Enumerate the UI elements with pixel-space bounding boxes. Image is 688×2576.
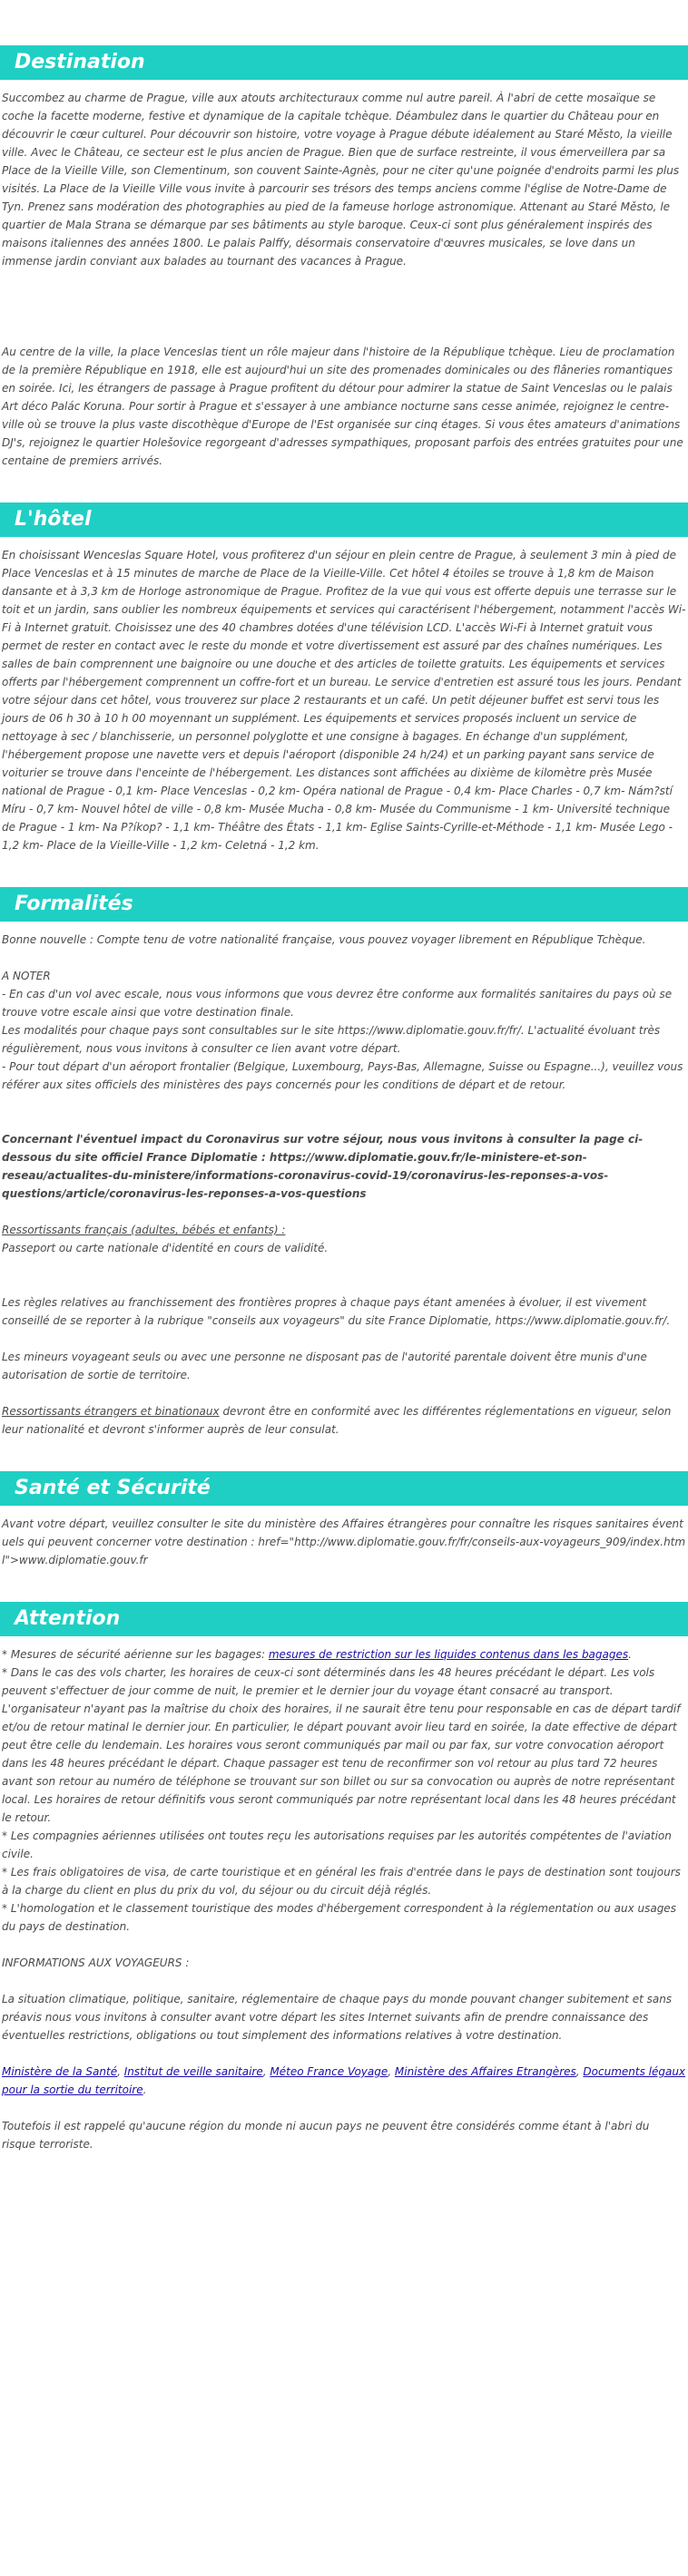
note-stopover: - En cas d'un vol avec escale, nous vous informons que vous devrez être conforme aux formalités sanitaires du pays où se trouve votre escale ainsi que votre destination finale. bbox=[2, 988, 673, 1019]
foreign-nationals-title: Ressortissants étrangers et binationaux bbox=[2, 1405, 220, 1418]
link-affaires-etrangeres[interactable]: Ministère des Affaires Etrangères bbox=[394, 2065, 576, 2078]
section-sante bbox=[0, 1471, 688, 1569]
liquids-restriction-link[interactable]: mesures de restriction sur les liquides contenus dans les bagages bbox=[268, 1648, 629, 1661]
section-heading-formalites: Formalités bbox=[0, 887, 688, 922]
link-separator: , bbox=[575, 2065, 584, 2078]
link-veille-sanitaire[interactable]: Institut de veille sanitaire bbox=[123, 2065, 263, 2078]
section-heading-sante: Santé et Sécurité bbox=[0, 1471, 688, 1506]
borders-advice: Les règles relatives au franchissement des frontières propres à chaque pays étant amenées à évoluer, il est vivement conseillé de se reporter à la rubrique "conseils aux voyageurs" du site France Diplomatie, https://www.diplomatie.gouv.fr/. bbox=[2, 1296, 671, 1327]
link-meteo-france[interactable]: Méteo France Voyage bbox=[270, 2065, 388, 2078]
minors-advice: Les mineurs voyageant seuls ou avec une personne ne disposant pas de l'autorité parentale doivent être munis d'une autorisation de sortie de territoire. bbox=[2, 1351, 647, 1381]
section-heading-attention: Attention bbox=[0, 1602, 688, 1636]
formalites-intro: Bonne nouvelle : Compte tenu de votre nationalité française, vous pouvez voyager librement en République Tchèque. bbox=[2, 933, 646, 946]
foreign-nationals-text: devront être en conformité avec les différentes réglementations en vigueur, selon leur nationalité et devront s'informer auprès de leur consulat. bbox=[2, 1405, 672, 1436]
note-title: A NOTER bbox=[2, 970, 51, 982]
foreign-nationals bbox=[0, 1402, 688, 1439]
section-attention bbox=[0, 1602, 688, 2153]
link-documents-legaux[interactable]: Documents légaux pour la sortie du territoire bbox=[2, 2065, 686, 2096]
destination-paragraph-2: Au centre de la ville, la place Venceslas tient un rôle majeur dans l'histoire de la République tchèque. Lieu de proclamation de la première République en 1918, elle est aujourd'hui un site des promenades dominicales ou des flâneries romantiques en soirée. Ici, les étrangers de passage à Prague profitent du détour pour admirer la statue de Saint Venceslas ou le palais Art déco Palác Koruna. Pour sortir à Prague et s'essayer à une ambiance nocturne sans cesse animée, rejoignez le centre-ville où se trouve la plus vaste discothèque d'Europe de l'Est organisée sur cinq étages. Si vous êtes amateurs d'animations DJ's, rejoignez le quartier Holešovice regorgeant d'adresses sympathiques, proposant parfois des entrées gratuites pour une centaine de premiers arrivés. bbox=[2, 346, 683, 467]
traveller-info-text: La situation climatique, politique, sanitaire, réglementaire de chaque pays du monde pouvant changer subitement et sans préavis nous vous invitons à consulter avant votre départ les sites Internet suivants afin de prendre connaissance des éventuelles restrictions, obligations ou tout simplement des informations relatives à votre destination. bbox=[2, 1993, 673, 2042]
section-destination bbox=[0, 45, 688, 470]
baggage-security bbox=[0, 1645, 688, 1664]
link-ministere-sante[interactable]: Ministère de la Santé bbox=[2, 2065, 118, 2078]
note-modalities: Les modalités pour chaque pays sont consultables sur le site https://www.diplomatie.gouv.fr/fr/. L'actualité évoluant très régulièrement, nous vous invitons à consulter ce lien avant votre départ. bbox=[2, 1024, 661, 1055]
traveller-info-title: INFORMATIONS AUX VOYAGEURS : bbox=[2, 1956, 190, 1969]
baggage-security-end: . bbox=[628, 1648, 632, 1661]
french-nationals-title: Ressortissants français (adultes, bébés et enfants) : bbox=[2, 1224, 286, 1236]
destination-paragraph-1: Succombez au charme de Prague, ville aux atouts architecturaux comme nul autre pareil. À l'abri de cette mosaïque se coche la facette moderne, festive et dynamique de la capitale tchèque. Déambulez dans le quartier du Château pour en découvrir le cœur culturel. Pour découvrir son histoire, votre voyage à Prague débute idéalement au Staré Město, la vieille ville. Avec le Château, ce secteur est le plus ancien de Prague. Bien que de surface restreinte, il vous émerveillera par sa Place de la Vieille Ville, son Clementinum, son couvent Sainte-Agnès, pour ne citer qu'une poignée d'endroits parmi les plus visités. La Place de la Vieille Ville vous invite à parcourir ses trésors des temps anciens comme l'église de Notre-Dame de Tyn. Prenez sans modération des photographies au pied de la fameuse horloge astronomique. Attenant au Staré Město, le quartier de Mala Strana se démarque par ses bâtiments au style baroque. Ceux-ci sont plus généralement inspirés des maisons italiennes des années 1800. Le palais Palffy, désormais conservatoire d'œuvres musicales, se love dans un immense jardin conviant aux balades au tournant des vacances à Prague. bbox=[2, 92, 680, 268]
links-end: . bbox=[143, 2083, 147, 2096]
french-nationals-text: Passeport ou carte nationale d'identité en cours de validité. bbox=[2, 1242, 329, 1254]
accommodation-classification: * L'homologation et le classement touristique des modes d'hébergement correspondent à la réglementation ou aux usages du pays de destination. bbox=[2, 1902, 676, 1933]
section-hotel bbox=[0, 503, 688, 854]
link-separator: , bbox=[117, 2065, 124, 2078]
covid-notice: Concernant l'éventuel impact du Coronavirus sur votre séjour, nous vous invitons à consulter la page ci-dessous du site officiel France Diplomatie : https://www.diplomatie.gouv.fr/le-ministere-et-son-reseau/actualites-du-ministere/informations-coronavirus-covid-19/coronavirus-les-reponses-a-vos-questions/article/coronavirus-les-reponses-a-vos-questions bbox=[2, 1133, 644, 1200]
charter-flights: * Dans le cas des vols charter, les horaires de ceux-ci sont déterminés dans les 48 heures précédant le départ. Les vols peuvent s'effectuer de jour comme de nuit, le premier et le dernier jour du voyage étant consacré au transport. L'organisateur n'ayant pas la maîtrise du choix des horaires, il ne saurait être tenu pour responsable en cas de départ tardif et/ou de retour matinal le dernier jour. En particulier, le départ pouvant avoir lieu tard en soirée, la date effective de départ peut être celle du lendemain. Les horaires vous seront communiqués par mail ou par fax, sur votre convocation aéroport dans les 48 heures précédant le départ. Chaque passager est tenu de reconfirmer son vol retour au plus tard 72 heures avant son retour au numéro de téléphone se trouvant sur son billet ou sur sa convocation ou auprès de notre représentant local. Les horaires de retour définitifs vous seront communiqués par notre représentant local dans les 48 heures précédant le retour. bbox=[2, 1666, 681, 1824]
sante-text: Avant votre départ, veuillez consulter le site du ministère des Affaires étrangères pour connaître les risques sanitaires éventuels qui peuvent concerner votre destination : href="http://www.diplomatie.gouv.fr/fr/conseils-aux-voyageurs_909/index.html">www.diplomatie.gouv.fr bbox=[2, 1517, 686, 1566]
mandatory-fees: * Les frais obligatoires de visa, de carte touristique et en général les frais d'entrée dans le pays de destination sont toujours à la charge du client en plus du prix du vol, du séjour ou du circuit déjà réglés. bbox=[2, 1866, 681, 1897]
official-links bbox=[0, 2063, 688, 2099]
baggage-security-label: * Mesures de sécurité aérienne sur les bagages: bbox=[2, 1648, 269, 1661]
section-formalites bbox=[0, 887, 688, 1439]
terrorism-notice: Toutefois il est rappelé qu'aucune région du monde ni aucun pays ne peuvent être considérés comme étant à l'abri du risque terroriste. bbox=[2, 2120, 650, 2151]
hotel-description: En choisissant Wenceslas Square Hotel, vous profiterez d'un séjour en plein centre de Prague, à seulement 3 min à pied de Place Venceslas et à 15 minutes de marche de Place de la Vieille-Ville. Cet hôtel 4 étoiles se trouve à 1,8 km de Maison dansante et à 3,3 km de Horloge astronomique de Prague. Profitez de la vue qui vous est offerte depuis une terrasse sur le toit et un jardin, sans oublier les nombreux équipements et services qui caractérisent l'hébergement, notamment l'accès Wi-Fi à Internet gratuit. Choisissez une des 40 chambres dotées d'une télévision LCD. L'accès Wi-Fi à Internet gratuit vous permet de rester en contact avec le reste du monde et votre divertissement est assuré par des chaînes numériques. Les salles de bain comprennent une baignoire ou une douche et des articles de toilette gratuits. Les équipements et services offerts par l'hébergement comprennent un coffre-fort et un bureau. Le service d'entretien est assuré tous les jours. Pendant votre séjour dans cet hôtel, vous trouverez sur place 2 restaurants et un café. Un petit déjeuner buffet est servi tous les jours de 06 h 30 à 10 h 00 moyennant un supplément. Les équipements et services proposés incluent un service de nettoyage à sec / blanchisserie, un personnel polyglotte et une consigne à bagages. En échange d'un supplément, l'hébergement propose une navette vers et depuis l'aéroport (disponible 24 h/24) et un parking payant sans service de voiturier se trouve dans l'enceinte de l'hébergement. Les distances sont affichées au dixième de kilomètre près Musée national de Prague - 0,1 km- Place Venceslas - 0,2 km- Opéra national de Prague - 0,4 km- Place Charles - 0,7 km- Nám?stí Míru - 0,7 km- Nouvel hôtel de ville - 0,8 km- Musée Mucha - 0,8 km- Musée du Communisme - 1 km- Université technique de Prague - 1 km- Na P?íkop? - 1,1 km- Théâtre des États - 1,1 km- Eglise Saints-Cyrille-et-Méthode - 1,1 km- Musée Lego - 1,2 km- Place de la Vieille-Ville - 1,2 km- Celetná - 1,2 km. bbox=[2, 549, 686, 852]
section-heading-destination: Destination bbox=[0, 45, 688, 80]
section-heading-hotel: L'hôtel bbox=[0, 503, 688, 537]
note-border-airports: - Pour tout départ d'un aéroport frontalier (Belgique, Luxembourg, Pays-Bas, Allemagne, Suisse ou Espagne...), veuillez vous référer aux sites officiels des ministères des pays concernés pour les conditions de départ et de retour. bbox=[2, 1060, 683, 1091]
link-separator: , bbox=[262, 2065, 270, 2078]
airlines-authorization: * Les compagnies aériennes utilisées ont toutes reçu les autorisations requises par les autorités compétentes de l'aviation civile. bbox=[2, 1830, 672, 1860]
link-separator: , bbox=[388, 2065, 395, 2078]
